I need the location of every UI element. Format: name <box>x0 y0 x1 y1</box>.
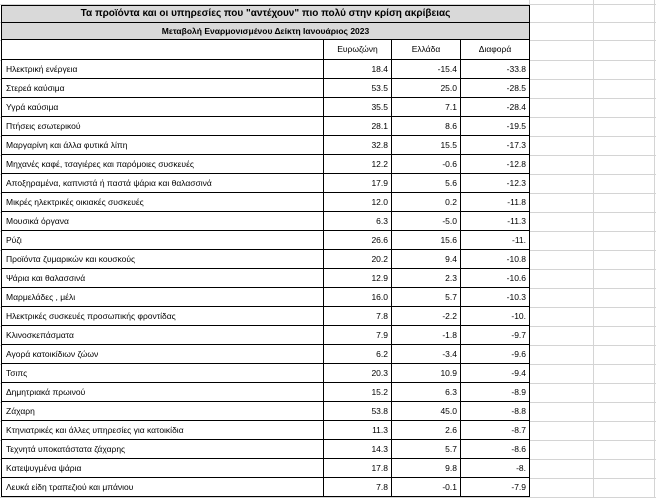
row-label-cell[interactable]: Ρύζι <box>2 231 324 250</box>
eurozone-value-cell[interactable]: 6.2 <box>324 345 392 364</box>
eurozone-value-cell[interactable]: 12.0 <box>324 193 392 212</box>
greece-value-cell[interactable]: 10.9 <box>392 364 461 383</box>
greece-value-cell[interactable]: -0.6 <box>392 155 461 174</box>
difference-value-cell[interactable]: -28.4 <box>461 98 530 117</box>
greece-value-cell[interactable]: 0.2 <box>392 193 461 212</box>
row-label-cell[interactable]: Μικρές ηλεκτρικές οικιακές συσκευές <box>2 193 324 212</box>
greece-value-cell[interactable]: 9.8 <box>392 459 461 478</box>
row-label-cell[interactable]: Προϊόντα ζυμαρικών και κουσκούς <box>2 250 324 269</box>
greece-value-cell[interactable]: 7.1 <box>392 98 461 117</box>
greece-value-cell[interactable]: 45.0 <box>392 402 461 421</box>
eurozone-value-cell[interactable]: 11.3 <box>324 421 392 440</box>
difference-value-cell[interactable]: -7.9 <box>461 478 530 497</box>
eurozone-value-cell[interactable]: 12.9 <box>324 269 392 288</box>
eurozone-value-cell[interactable]: 16.0 <box>324 288 392 307</box>
eurozone-value-cell[interactable]: 53.5 <box>324 79 392 98</box>
row-label-cell[interactable]: Δημητριακά πρωινού <box>2 383 324 402</box>
table-row <box>2 326 530 345</box>
row-label-cell[interactable]: Αποξηραμένα, καπνιστά ή παστά ψάρια και θαλασσινά <box>2 174 324 193</box>
row-label-cell[interactable]: Κτηνιατρικές και άλλες υπηρεσίες για κατοικίδια <box>2 421 324 440</box>
difference-value-cell[interactable]: -8.7 <box>461 421 530 440</box>
greece-value-cell[interactable]: 2.3 <box>392 269 461 288</box>
eurozone-value-cell[interactable]: 7.8 <box>324 478 392 497</box>
table-title-row <box>2 6 530 23</box>
eurozone-value-cell[interactable]: 32.8 <box>324 136 392 155</box>
table-row <box>2 269 530 288</box>
eurozone-value-cell[interactable]: 20.3 <box>324 364 392 383</box>
difference-value-cell[interactable]: -17.3 <box>461 136 530 155</box>
greece-value-cell[interactable]: -2.2 <box>392 307 461 326</box>
row-label-cell[interactable]: Υγρά καύσιμα <box>2 98 324 117</box>
difference-value-cell[interactable]: -9.4 <box>461 364 530 383</box>
greece-value-cell[interactable]: 2.6 <box>392 421 461 440</box>
table-subtitle[interactable]: Μεταβολή Εναρμονισμένου Δείκτη Ιανουάριος 2023 <box>2 23 530 40</box>
greece-value-cell[interactable]: 9.4 <box>392 250 461 269</box>
difference-value-cell[interactable]: -8.6 <box>461 440 530 459</box>
row-label-cell[interactable]: Λευκά είδη τραπεζιού και μπάνιου <box>2 478 324 497</box>
eurozone-value-cell[interactable]: 17.9 <box>324 174 392 193</box>
table-row <box>2 136 530 155</box>
row-label-cell[interactable]: Ηλεκτρική ενέργεια <box>2 60 324 79</box>
table-row <box>2 288 530 307</box>
row-label-cell[interactable]: Κατεψυγμένα ψάρια <box>2 459 324 478</box>
data-table <box>1 5 530 497</box>
difference-value-cell[interactable]: -28.5 <box>461 79 530 98</box>
row-label-cell[interactable]: Μαρμελάδες , μέλι <box>2 288 324 307</box>
table-row <box>2 383 530 402</box>
row-label-cell[interactable]: Ηλεκτρικές συσκευές προσωπικής φροντίδας <box>2 307 324 326</box>
table-row <box>2 459 530 478</box>
greece-value-cell[interactable]: 15.6 <box>392 231 461 250</box>
greece-value-cell[interactable]: -1.8 <box>392 326 461 345</box>
header-eurozone[interactable]: Ευρωζώνη <box>324 40 392 60</box>
difference-value-cell[interactable]: -10.6 <box>461 269 530 288</box>
eurozone-value-cell[interactable]: 6.3 <box>324 212 392 231</box>
difference-value-cell[interactable]: -12.8 <box>461 155 530 174</box>
difference-value-cell[interactable]: -8. <box>461 459 530 478</box>
row-label-cell[interactable]: Ψάρια και θαλασσινά <box>2 269 324 288</box>
table-row <box>2 421 530 440</box>
difference-value-cell[interactable]: -8.9 <box>461 383 530 402</box>
difference-value-cell[interactable]: -12.3 <box>461 174 530 193</box>
eurozone-value-cell[interactable]: 7.8 <box>324 307 392 326</box>
difference-value-cell[interactable]: -10.8 <box>461 250 530 269</box>
eurozone-value-cell[interactable]: 28.1 <box>324 117 392 136</box>
eurozone-value-cell[interactable]: 7.9 <box>324 326 392 345</box>
difference-value-cell[interactable]: -8.8 <box>461 402 530 421</box>
greece-value-cell[interactable]: 5.7 <box>392 288 461 307</box>
eurozone-value-cell[interactable]: 14.3 <box>324 440 392 459</box>
table-row <box>2 440 530 459</box>
row-label-cell[interactable]: Κλινοσκεπάσματα <box>2 326 324 345</box>
table-row <box>2 79 530 98</box>
row-label-cell[interactable]: Μηχανές καφέ, τσαγιέρες και παρόμοιες συσκευές <box>2 155 324 174</box>
table-title[interactable]: Τα προϊόντα και οι υπηρεσίες που "αντέχουν" πιο πολύ στην κρίση ακρίβειας <box>2 6 530 23</box>
greece-value-cell[interactable]: 5.6 <box>392 174 461 193</box>
table-row <box>2 212 530 231</box>
difference-value-cell[interactable]: -33.8 <box>461 60 530 79</box>
greece-value-cell[interactable]: -0.1 <box>392 478 461 497</box>
difference-value-cell[interactable]: -10.3 <box>461 288 530 307</box>
header-row <box>2 40 530 60</box>
row-label-cell[interactable]: Ζάχαρη <box>2 402 324 421</box>
eurozone-value-cell[interactable]: 12.2 <box>324 155 392 174</box>
difference-value-cell[interactable]: -9.7 <box>461 326 530 345</box>
header-greece[interactable]: Ελλάδα <box>392 40 461 60</box>
difference-value-cell[interactable]: -11.3 <box>461 212 530 231</box>
eurozone-value-cell[interactable]: 26.6 <box>324 231 392 250</box>
greece-value-cell[interactable]: 15.5 <box>392 136 461 155</box>
table-row <box>2 307 530 326</box>
greece-value-cell[interactable]: 6.3 <box>392 383 461 402</box>
row-label-cell[interactable]: Τσιπς <box>2 364 324 383</box>
eurozone-value-cell[interactable]: 20.2 <box>324 250 392 269</box>
greece-value-cell[interactable]: 5.7 <box>392 440 461 459</box>
eurozone-value-cell[interactable]: 15.2 <box>324 383 392 402</box>
difference-value-cell[interactable]: -19.5 <box>461 117 530 136</box>
table-row <box>2 345 530 364</box>
row-label-cell[interactable]: Τεχνητά υποκατάστατα ζάχαρης <box>2 440 324 459</box>
table-row <box>2 193 530 212</box>
eurozone-value-cell[interactable]: 35.5 <box>324 98 392 117</box>
table-row <box>2 231 530 250</box>
greece-value-cell[interactable]: -15.4 <box>392 60 461 79</box>
eurozone-value-cell[interactable]: 18.4 <box>324 60 392 79</box>
table-subtitle-row <box>2 23 530 40</box>
table-row <box>2 155 530 174</box>
header-empty-cell[interactable] <box>2 40 324 60</box>
greece-value-cell[interactable]: 25.0 <box>392 79 461 98</box>
row-label-cell[interactable]: Μαργαρίνη και άλλα φυτικά λίπη <box>2 136 324 155</box>
row-label-cell[interactable]: Πτήσεις εσωτερικού <box>2 117 324 136</box>
table-row <box>2 364 530 383</box>
row-label-cell[interactable]: Στερεά καύσιμα <box>2 79 324 98</box>
greece-value-cell[interactable]: -3.4 <box>392 345 461 364</box>
difference-value-cell[interactable]: -11. <box>461 231 530 250</box>
difference-value-cell[interactable]: -9.6 <box>461 345 530 364</box>
table-row <box>2 117 530 136</box>
greece-value-cell[interactable]: -5.0 <box>392 212 461 231</box>
header-difference[interactable]: Διαφορά <box>461 40 530 60</box>
row-label-cell[interactable]: Μουσικά όργανα <box>2 212 324 231</box>
eurozone-value-cell[interactable]: 53.8 <box>324 402 392 421</box>
table-row <box>2 174 530 193</box>
table-row <box>2 60 530 79</box>
difference-value-cell[interactable]: -11.8 <box>461 193 530 212</box>
table-row <box>2 402 530 421</box>
row-label-cell[interactable]: Αγορά κατοικίδιων ζώων <box>2 345 324 364</box>
table-row <box>2 478 530 497</box>
table-row <box>2 250 530 269</box>
difference-value-cell[interactable]: -10. <box>461 307 530 326</box>
eurozone-value-cell[interactable]: 17.8 <box>324 459 392 478</box>
greece-value-cell[interactable]: 8.6 <box>392 117 461 136</box>
table-row <box>2 98 530 117</box>
